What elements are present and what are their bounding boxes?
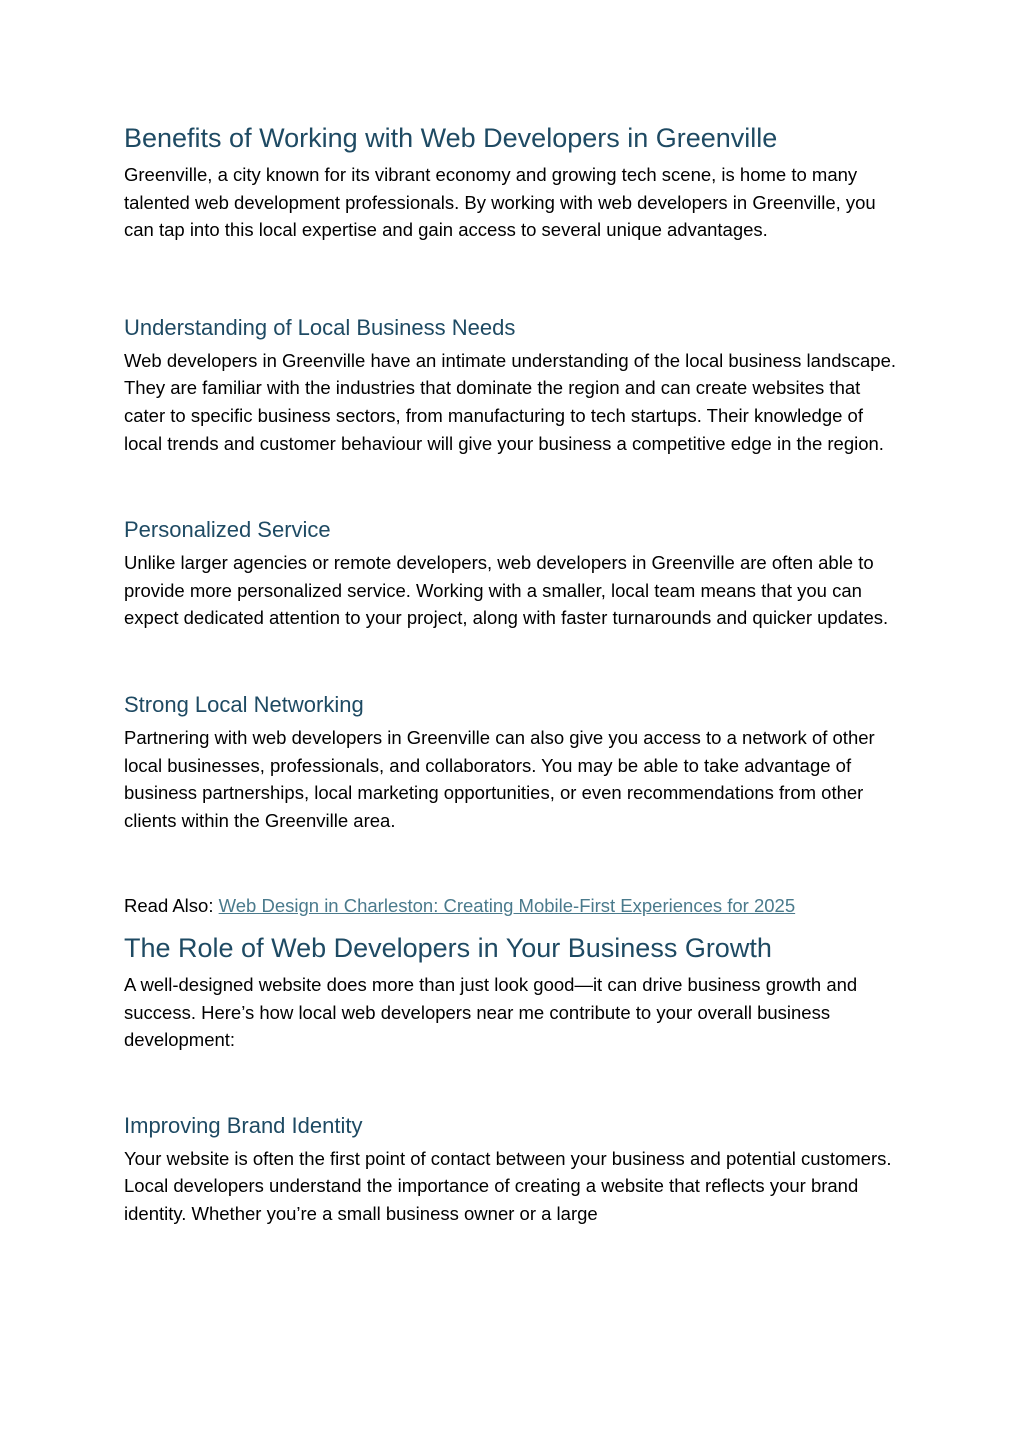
heading-brand-identity: Improving Brand Identity xyxy=(124,1112,363,1138)
heading-benefits: Benefits of Working with Web Developers in Greenville xyxy=(124,123,778,153)
paragraph-personalized-service: Unlike larger agencies or remote developers, web developers in Greenville are often able to provide more personalized service. Working with a smaller, local team means that you can expect dedicated attention to your project, along with faster turnarounds and quicker updates. xyxy=(124,552,889,629)
read-also-link[interactable]: Web Design in Charleston: Creating Mobile-First Experiences for 2025 xyxy=(218,895,796,917)
paragraph-benefits: Greenville, a city known for its vibrant economy and growing tech scene, is home to many talented web development professionals. By working with web developers in Greenville, you can tap into this local expertise and gain access to several unique advantages. xyxy=(124,164,876,241)
paragraph-local-networking: Partnering with web developers in Greenville can also give you access to a network of other local businesses, professionals, and collaborators. You may be able to take advantage of business partnerships, local marketing opportunities, or even recommendations from other clients within the Greenville area. xyxy=(124,726,875,831)
heading-local-networking: Strong Local Networking xyxy=(124,691,364,717)
heading-business-growth: The Role of Web Developers in Your Business Growth xyxy=(124,932,772,963)
paragraph-brand-identity: Your website is often the first point of contact between your business and potential customers. Local developers understand the importance of creating a website that reflects your brand identity. Whether you’re a small business owner or a large xyxy=(124,1147,892,1224)
document-page xyxy=(124,118,904,1227)
paragraph-business-growth: A well-designed website does more than just look good—it can drive business growth and success. Here’s how local web developers near me contribute to your overall business development: xyxy=(124,973,858,1051)
paragraph-local-business-needs: Web developers in Greenville have an intimate understanding of the local business landscape. They are familiar with the industries that dominate the region and can create websites that cater to specific business sectors, from manufacturing to tech startups. Their knowledge of local trends and customer behaviour will give your business a competitive edge in the region. xyxy=(124,349,896,454)
read-also-line xyxy=(124,892,904,920)
read-also-prefix: Read Also: xyxy=(124,895,219,917)
heading-personalized-service: Personalized Service xyxy=(124,517,331,543)
heading-local-business-needs: Understanding of Local Business Needs xyxy=(124,314,516,340)
